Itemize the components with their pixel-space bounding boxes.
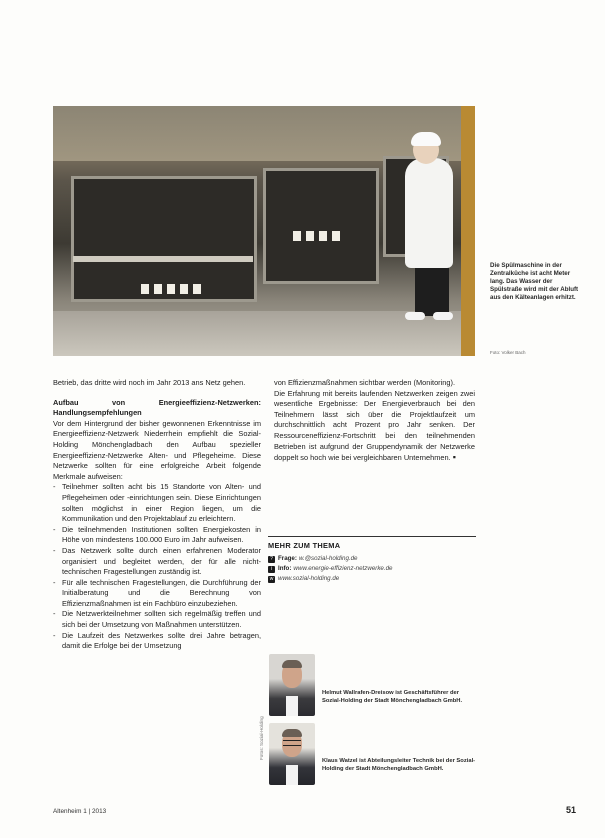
list-item: - Das Netzwerk sollte durch einen erfahrenen Moderator organisiert und begleitet werden, der für alle nicht-technischen Fragestellungen zuständig ist. <box>53 546 261 578</box>
conveyor-rail <box>73 256 253 262</box>
list-item: - Die teilnehmenden Institutionen sollten Energiekosten in Höhe von mindestens 100.000 Euro im Jahr aufweisen. <box>53 525 261 546</box>
web-icon: w <box>269 575 274 582</box>
end-mark-icon: ▪ <box>452 452 456 463</box>
portrait-hair <box>282 729 302 737</box>
photo-wall <box>53 106 475 161</box>
more-email-link[interactable]: w.@sozial-holding.de <box>298 555 358 562</box>
worker-shoe <box>405 312 425 320</box>
glasses-icon <box>283 740 301 746</box>
right-column <box>274 378 475 464</box>
dish-row <box>141 284 201 294</box>
portrait-photo <box>269 723 315 785</box>
magazine-footer: Altenheim 1 | 2013 <box>53 808 107 815</box>
left-column <box>53 378 261 652</box>
portrait-collar <box>286 765 298 785</box>
intro-text: Betrieb, das dritte wird noch im Jahr 2013 ans Netz gehen. <box>53 378 246 387</box>
results-text: Die Erfahrung mit bereits laufenden Netzwerken zeigen zwei wesentliche Ergebnisse: Der Energieverbrauch bei den Teilnehmern lässt sich über die Projektlaufzeit um durchschnittlich acht Prozent pro Jahr senken. Der Ressourceneffizienz-Fortschritt bei den teilnehmenden Betrieben ist aufgrund der Gruppendynamik der Netzwerke doppelt so hoch wie bei vergleichbaren Unternehmen. <box>274 388 475 463</box>
section-heading: Aufbau von Energieeffizienz-Netzwerken: Handlungsempfehlungen <box>53 397 261 418</box>
more-label: Frage: <box>278 555 297 562</box>
worker-body <box>405 158 453 268</box>
page-number: 51 <box>566 805 577 815</box>
list-item: - Die Netzwerkteilnehmer sollten sich regelmäßig treffen und sich bei der Umsetzung von Maßnahmen unterstützen. <box>53 609 261 630</box>
recommendation-list <box>53 482 261 652</box>
portrait-collar <box>286 696 298 716</box>
worker-legs <box>415 264 449 316</box>
list-item: - Teilnehmer sollten acht bis 15 Standorte von Alten- und Pflegeheimen oder -einrichtungen sein. Diese Einrichtungen sollten möglichst in einer Region liegen, um die Kommunikation und den Projektablauf zu erleichtern. <box>53 482 261 524</box>
portrait-photo <box>269 654 315 716</box>
more-label: Info: <box>278 565 292 572</box>
kitchen-photo <box>53 106 475 356</box>
more-item-info[interactable] <box>268 564 476 574</box>
dishwasher-bay <box>263 168 379 284</box>
more-on-topic-box <box>268 536 476 584</box>
more-item-web[interactable] <box>268 574 476 584</box>
portrait-hair <box>282 660 302 668</box>
dish-row <box>293 231 343 241</box>
body-paragraph: Vor dem Hintergrund der bisher gewonnenen Erkenntnisse im Energieeffizienz-Netzwerk Niederrhein empfiehlt die Sozial-Holding Mönchengladbach den Aufbau spezieller Energieeffizienz-Netzwerke Alten- und Pflegeheime. Diese Netzwerke sollten für eine erfolgreiche Arbeit folgende Merkmale aufweisen: <box>53 418 261 481</box>
portrait-caption: Helmut Wallrafen-Dreisow ist Geschäftsführer der Sozial-Holding der Stadt Mönchengladbach GmbH. <box>322 690 463 704</box>
list-item: - Die Laufzeit des Netzwerkes sollte drei Jahre betragen, damit die Erfolge bei der Umsetzung <box>53 631 261 652</box>
question-icon: ? <box>268 556 275 563</box>
photo-caption: Die Spülmaschine in der Zentralküche ist acht Meter lang. Das Wasser der Spülstraße wird mit der Abluft aus den Kälteanlagen erhitzt. <box>490 262 579 301</box>
info-icon: i <box>268 566 275 573</box>
list-item: - Für alle technischen Fragestellungen, die Durchführung der Initialberatung und die Berechnung von Effizienzmaßnahmen ist ein Fachbüro einzubeziehen. <box>53 578 261 610</box>
more-title: MEHR ZUM THEMA <box>268 541 341 550</box>
photo-pillar <box>461 106 475 356</box>
worker-shoe <box>433 312 453 320</box>
more-web-link[interactable]: www.sozial-holding.de <box>278 575 340 582</box>
worker-cap <box>411 132 441 146</box>
portrait-caption: Klaus Watzel ist Abteilungsleiter Technik bei der Sozial-Holding der Stadt Mönchengladbach GmbH. <box>322 758 476 772</box>
continuation-text: von Effizienzmaßnahmen sichtbar werden (Monitoring). <box>274 378 456 387</box>
photo-credit: Foto: Volker Bach <box>490 350 526 355</box>
more-item-question[interactable] <box>268 554 476 564</box>
more-info-link[interactable]: www.energie-effizienz-netzwerke.de <box>293 565 393 572</box>
portrait-credit: Fotos: Sozial-Holding <box>259 716 264 760</box>
body-paragraph <box>274 389 475 464</box>
